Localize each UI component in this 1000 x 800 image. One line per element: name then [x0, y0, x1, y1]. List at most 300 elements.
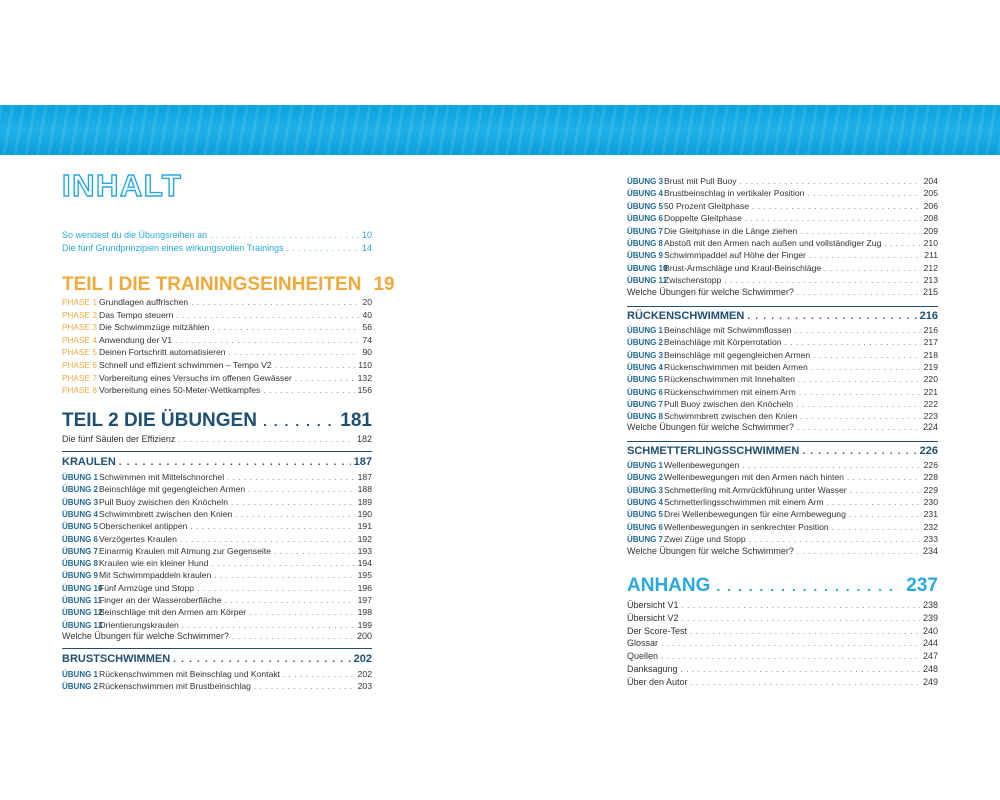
entry-page: 197 — [357, 595, 372, 605]
entry-page: 40 — [362, 309, 372, 320]
entry-page: 238 — [922, 600, 938, 610]
leader-dots — [229, 347, 360, 359]
section-title: SCHMETTERLINGSSCHWIMMEN — [627, 445, 800, 457]
toc-entry[interactable] — [62, 309, 372, 321]
entry-text: Vorbereitung eines 50-Meter-Wettkampfes — [99, 385, 261, 396]
toc-entry-kraulen-summary[interactable] — [62, 630, 372, 642]
toc-entry[interactable] — [627, 262, 938, 274]
entry-text: Welche Übungen für welche Schwimmer? — [627, 546, 794, 556]
entry-label: PHASE 7 — [62, 373, 98, 383]
toc-entry[interactable] — [627, 175, 938, 187]
toc-entry[interactable] — [62, 680, 372, 692]
entry-label: ÜBUNG 3 — [627, 485, 664, 495]
entry-text: Beinschläge mit Schwimmflossen — [664, 325, 792, 335]
leader-dots — [850, 485, 921, 497]
entry-label: ÜBUNG 9 — [627, 251, 664, 261]
entry-text: Doppelte Gleitphase — [664, 213, 742, 224]
entry-page: 244 — [922, 638, 938, 649]
leader-dots — [824, 263, 921, 275]
entry-page: 74 — [362, 334, 372, 345]
entry-label: ÜBUNG 5 — [627, 510, 664, 520]
toc-entry[interactable] — [62, 359, 372, 371]
entry-text: Schwimmbrett zwischen den Knien — [99, 508, 233, 519]
leader-dots — [175, 335, 359, 347]
toc-entry[interactable] — [62, 668, 372, 680]
entry-text: Kraulen wie ein kleiner Hund — [99, 558, 209, 569]
toc-entry[interactable] — [62, 372, 372, 384]
entry-page: 200 — [356, 631, 372, 641]
toc-entry[interactable] — [627, 471, 938, 483]
entry-text: Das Tempo steuern — [99, 309, 174, 320]
leader-dots — [690, 626, 920, 638]
entry-text: Die fünf Säulen der Effizienz — [62, 434, 176, 444]
toc-entry-saeulen[interactable] — [62, 433, 372, 445]
entry-text: Schmetterlingsschwimmen mit einem Arm — [664, 496, 824, 507]
toc-entry[interactable] — [627, 496, 938, 508]
toc-entry[interactable] — [62, 483, 372, 495]
entry-page: 198 — [357, 607, 372, 618]
section-rule — [62, 648, 372, 649]
leader-dots — [275, 360, 356, 372]
toc-entry-ruecken-summary[interactable] — [627, 421, 938, 433]
toc-entry[interactable] — [627, 398, 938, 410]
entry-page: 224 — [922, 422, 938, 432]
toc-entry[interactable] — [627, 533, 938, 545]
toc-entry[interactable] — [627, 386, 938, 398]
toc-entry[interactable] — [627, 336, 938, 348]
leader-dots — [274, 546, 355, 558]
entry-text: Verzögertes Kraulen — [99, 533, 177, 544]
entry-page: 196 — [357, 582, 372, 593]
entry-text: Brustbeinschlag in vertikaler Position — [664, 188, 805, 199]
toc-entry[interactable] — [627, 521, 938, 533]
teil1-heading[interactable] — [62, 273, 395, 297]
toc-entry[interactable] — [62, 334, 372, 346]
anhang-title: ANHANG — [627, 575, 711, 596]
entry-text: Beinschläge mit den Armen am Körper — [99, 607, 247, 618]
leader-dots — [661, 638, 920, 650]
entry-text: Rückenschwimmen mit einem Arm — [664, 386, 796, 397]
entry-label: ÜBUNG 5 — [627, 375, 664, 385]
entry-text: Schmetterling mit Armrückführung unter Wasser — [664, 484, 847, 495]
leader-dots — [796, 399, 921, 411]
entry-label: PHASE 2 — [62, 310, 98, 320]
entry-text: Oberschenkel antippen — [99, 521, 188, 532]
entry-text: Finger an der Wasseroberfläche — [99, 595, 222, 605]
toc-entry[interactable] — [62, 296, 372, 308]
entry-text: 50 Prozent Gleitphase — [664, 200, 750, 211]
entry-text: Welche Übungen für welche Schwimmer? — [627, 422, 794, 432]
entry-text: Abstoß mit den Armen nach außen und vollständiger Zug — [664, 238, 882, 248]
leader-dots — [178, 434, 354, 446]
leader-dots — [797, 422, 920, 434]
entry-label: ÜBUNG 1 — [62, 473, 99, 482]
entry-label: PHASE 1 — [62, 298, 98, 307]
entry-page: 234 — [922, 546, 938, 556]
entry-text: Orientierungskraulen — [99, 619, 179, 630]
entry-label: ÜBUNG 3 — [627, 177, 664, 186]
entry-text: Rückenschwimmen mit beiden Armen — [664, 361, 808, 372]
leader-dots — [248, 484, 354, 496]
entry-text: Einarmig Kraulen mit Atmung zur Gegenseite — [99, 545, 271, 556]
entry-label: PHASE 5 — [62, 348, 98, 358]
toc-entry[interactable] — [627, 225, 938, 237]
toc-entry-intro-1[interactable] — [62, 229, 372, 241]
entry-text: Mit Schwimmpaddeln kraulen — [99, 570, 212, 581]
leader-dots — [190, 521, 354, 533]
entry-page: 208 — [923, 213, 938, 224]
entry-page: 190 — [357, 508, 372, 519]
entry-label: ÜBUNG 2 — [627, 338, 664, 348]
entry-text: Pull Buoy zwischen den Knöcheln — [664, 398, 793, 409]
entry-page: 215 — [922, 287, 938, 297]
entry-text: Welche Übungen für welche Schwimmer? — [62, 631, 229, 641]
leader-dots — [827, 497, 921, 509]
toc-entry[interactable] — [62, 594, 372, 606]
toc-entry[interactable] — [62, 508, 372, 520]
entry-page: 248 — [922, 664, 938, 674]
leader-dots — [752, 201, 921, 213]
toc-entry[interactable] — [627, 650, 938, 662]
toc-entry[interactable] — [627, 237, 938, 249]
entry-text: Deinen Fortschritt automatisieren — [99, 347, 226, 358]
entry-page: 20 — [362, 297, 372, 307]
leader-dots — [212, 322, 359, 334]
toc-entry[interactable] — [627, 663, 938, 675]
entry-page: 213 — [923, 275, 938, 286]
leader-dots — [191, 297, 359, 309]
section-brustschwimmen[interactable] — [62, 652, 372, 666]
leader-dots — [287, 243, 359, 255]
anhang-page: 237 — [906, 575, 938, 596]
leader-dots — [798, 374, 921, 386]
toc-entry[interactable] — [62, 545, 372, 557]
entry-text: Pull Buoy zwischen den Knöcheln — [99, 496, 228, 507]
entry-page: 194 — [357, 558, 372, 569]
entry-text: Die Gleitphase in die Länge ziehen — [664, 225, 798, 236]
entry-text: Übersicht V1 — [627, 600, 679, 610]
section-kraulen[interactable] — [62, 455, 372, 469]
entry-text: Beinschläge mit gegengleichen Armen — [99, 484, 246, 495]
entry-label: ÜBUNG 1 — [62, 670, 99, 679]
section-page: 226 — [919, 445, 938, 457]
entry-page: 187 — [357, 472, 372, 482]
entry-text: Wellenbewegungen mit den Armen nach hinten — [664, 472, 844, 483]
entry-page: 199 — [357, 619, 372, 630]
entry-text: Der Score-Test — [627, 625, 688, 636]
leader-dots — [214, 570, 354, 582]
entry-label: ÜBUNG 4 — [62, 509, 99, 519]
toc-entry[interactable] — [627, 508, 938, 520]
leader-dots — [210, 230, 359, 242]
entry-label: ÜBUNG 7 — [627, 534, 664, 544]
toc-entry[interactable] — [62, 346, 372, 358]
toc-entry[interactable] — [627, 249, 938, 261]
section-title: RÜCKENSCHWIMMEN — [627, 310, 745, 322]
leader-dots — [283, 669, 355, 681]
section-rule — [62, 451, 372, 452]
toc-entry-brust-summary[interactable] — [627, 286, 938, 298]
leader-dots — [745, 213, 921, 225]
entry-text: Wellenbewegungen — [664, 460, 740, 470]
leader-dots — [173, 653, 350, 667]
entry-label: ÜBUNG 3 — [62, 497, 99, 507]
toc-entry[interactable] — [627, 274, 938, 286]
page-title: INHALT — [62, 168, 183, 203]
toc-entry[interactable] — [62, 582, 372, 594]
leader-dots — [235, 509, 354, 521]
entry-text: Beinschläge mit gegengleichen Armen — [664, 349, 811, 360]
entry-label: ÜBUNG 1 — [627, 326, 664, 335]
leader-dots — [716, 574, 900, 598]
leader-dots — [682, 613, 920, 625]
entry-page: 232 — [923, 521, 938, 532]
entry-text: Fünf Armzüge und Stopp — [99, 582, 195, 593]
entry-text: Vorbereitung eines Versuchs im offenen Gewässer — [99, 372, 292, 383]
entry-label: ÜBUNG 5 — [627, 201, 664, 211]
entry-page: 223 — [923, 411, 938, 422]
toc-entry[interactable] — [62, 384, 372, 396]
entry-label: ÜBUNG 12 — [62, 608, 103, 618]
entry-page: 216 — [923, 325, 938, 335]
leader-dots — [800, 226, 920, 238]
section-rueckenschwimmen[interactable] — [627, 309, 938, 323]
leader-dots — [197, 583, 355, 595]
leader-dots — [682, 600, 920, 612]
entry-page: 195 — [357, 570, 372, 581]
entry-page: 206 — [923, 200, 938, 211]
entry-text: Welche Übungen für welche Schwimmer? — [627, 287, 794, 297]
entry-text: Schwimmen mit Mittelschnorchel — [99, 472, 225, 482]
entry-page: 233 — [923, 533, 938, 544]
entry-label: ÜBUNG 4 — [627, 189, 664, 199]
entry-page: 204 — [923, 176, 938, 186]
leader-dots — [785, 337, 921, 349]
leader-dots — [749, 534, 921, 546]
entry-page: 90 — [362, 347, 372, 358]
teil1-title: TEIL I DIE TRAININGSEINHEITEN — [62, 274, 362, 295]
teil2-title: TEIL 2 DIE ÜBUNGEN — [62, 410, 257, 431]
leader-dots — [691, 677, 920, 689]
entry-page: 182 — [356, 434, 372, 444]
leader-dots — [813, 350, 920, 362]
entry-text: Zwischenstopp — [664, 275, 722, 286]
entry-text: Die Schwimmzüge mitzählen — [99, 322, 210, 333]
entry-text: Rückenschwimmen mit Brustbeinschlag — [99, 681, 251, 692]
entry-text: Quellen — [627, 651, 659, 662]
toc-entry[interactable] — [627, 484, 938, 496]
entry-page: 247 — [922, 651, 938, 662]
entry-page: 10 — [361, 230, 372, 240]
entry-label: ÜBUNG 6 — [627, 214, 664, 224]
leader-dots — [254, 681, 355, 693]
entry-page: 132 — [357, 372, 372, 383]
entry-page: 226 — [923, 460, 938, 470]
entry-text: Grundlagen auffrischen — [99, 297, 189, 307]
leader-dots — [224, 595, 354, 607]
entry-label: ÜBUNG 6 — [627, 387, 664, 397]
entry-label: ÜBUNG 8 — [627, 412, 664, 422]
entry-text: Anwendung der V1 — [99, 334, 173, 345]
teil2-heading[interactable] — [62, 409, 372, 433]
entry-text: Beinschläge mit Körperrotation — [664, 337, 782, 348]
entry-page: 222 — [923, 398, 938, 409]
toc-entry[interactable] — [627, 599, 938, 611]
entry-label: PHASE 3 — [62, 323, 98, 333]
entry-label: ÜBUNG 7 — [627, 226, 664, 236]
entry-label: ÜBUNG 5 — [62, 522, 99, 532]
leader-dots — [811, 362, 921, 374]
entry-label: PHASE 4 — [62, 335, 98, 345]
entry-label: ÜBUNG 8 — [627, 239, 664, 248]
entry-text: Die fünf Grundprinzipien eines wirkungsvollen Trainings — [62, 243, 284, 253]
leader-dots — [227, 472, 355, 484]
toc-entry[interactable] — [627, 612, 938, 624]
entry-text: So wendest du die Übungsreihen an — [62, 230, 208, 240]
leader-dots — [849, 509, 921, 521]
section-rule — [627, 441, 938, 442]
leader-dots — [807, 188, 920, 200]
leader-dots — [119, 456, 351, 470]
toc-entry[interactable] — [62, 496, 372, 508]
leader-dots — [797, 287, 920, 299]
anhang-heading[interactable] — [627, 574, 938, 598]
leader-dots — [847, 472, 921, 484]
toc-entry[interactable] — [627, 373, 938, 385]
entry-page: 220 — [923, 374, 938, 385]
entry-text: Danksagung — [627, 664, 678, 674]
leader-dots — [802, 445, 916, 459]
leader-dots — [232, 631, 354, 643]
entry-label: ÜBUNG 11 — [627, 276, 668, 286]
toc-entry[interactable] — [627, 676, 938, 688]
leader-dots — [263, 385, 354, 397]
toc-entry[interactable] — [627, 637, 938, 649]
entry-label: ÜBUNG 3 — [627, 350, 664, 360]
entry-page: 218 — [923, 349, 938, 360]
entry-page: 249 — [922, 676, 938, 687]
entry-label: ÜBUNG 6 — [62, 534, 99, 544]
toc-entry[interactable] — [627, 361, 938, 373]
entry-text: Wellenbewegungen in senkrechter Position — [664, 521, 829, 532]
entry-page: 230 — [923, 496, 938, 507]
entry-text: Über den Autor — [627, 676, 688, 687]
teil2-page: 181 — [340, 410, 372, 431]
leader-dots — [661, 651, 920, 663]
toc-entry[interactable] — [62, 569, 372, 581]
leader-dots — [884, 238, 920, 250]
toc-entry[interactable] — [62, 606, 372, 618]
entry-page: 202 — [357, 669, 372, 679]
entry-label: ÜBUNG 7 — [627, 399, 664, 409]
entry-label: ÜBUNG 6 — [627, 522, 664, 532]
toc-entry[interactable] — [627, 324, 938, 336]
toc-entry[interactable] — [62, 471, 372, 483]
entry-page: 189 — [357, 496, 372, 507]
entry-text: Schwimmpaddel auf Höhe der Finger — [664, 250, 806, 261]
entry-page: 203 — [357, 681, 372, 692]
entry-text: Übersicht V2 — [627, 612, 679, 623]
toc-entry[interactable] — [627, 625, 938, 637]
entry-label: ÜBUNG 11 — [62, 596, 103, 605]
entry-text: Glossar — [627, 638, 659, 649]
entry-page: 193 — [357, 545, 372, 556]
entry-label: ÜBUNG 7 — [62, 546, 99, 556]
entry-label: ÜBUNG 10 — [62, 583, 103, 593]
entry-label: ÜBUNG 13 — [62, 620, 103, 630]
leader-dots — [211, 558, 354, 570]
entry-page: 56 — [362, 322, 372, 333]
entry-label: ÜBUNG 8 — [62, 559, 99, 569]
leader-dots — [295, 373, 355, 385]
entry-label: PHASE 6 — [62, 361, 98, 370]
leader-dots — [747, 310, 916, 324]
section-title: BRUSTSCHWIMMEN — [62, 653, 171, 665]
toc-entry[interactable] — [627, 187, 938, 199]
entry-page: 212 — [923, 262, 938, 273]
toc-entry[interactable] — [62, 557, 372, 569]
entry-page: 188 — [357, 484, 372, 495]
entry-label: ÜBUNG 2 — [62, 485, 99, 495]
toc-entry[interactable] — [627, 212, 938, 224]
entry-label: ÜBUNG 4 — [627, 362, 664, 372]
teil1-page: 19 — [373, 274, 395, 295]
leader-dots — [742, 460, 920, 472]
entry-text: Rückenschwimmen mit Beinschlag und Kontakt — [99, 669, 281, 679]
entry-page: 191 — [357, 521, 372, 532]
entry-page: 219 — [923, 361, 938, 372]
leader-dots — [263, 409, 334, 433]
entry-page: 14 — [361, 243, 372, 253]
entry-page: 209 — [923, 225, 938, 236]
section-page: 187 — [353, 456, 372, 468]
entry-page: 239 — [922, 612, 938, 623]
section-rule — [627, 306, 938, 307]
entry-page: 231 — [923, 509, 938, 520]
entry-text: Brust mit Pull Buoy — [664, 176, 737, 186]
leader-dots — [797, 546, 920, 558]
leader-dots — [832, 522, 921, 534]
toc-entry[interactable] — [62, 520, 372, 532]
right-page — [500, 0, 1000, 800]
section-schmetterlingsschwimmen[interactable] — [627, 444, 938, 458]
toc-entry[interactable] — [627, 349, 938, 361]
entry-text: Schnell und effizient schwimmen – Tempo V2 — [99, 360, 272, 370]
toc-entry[interactable] — [62, 619, 372, 631]
section-page: 216 — [919, 310, 938, 322]
entry-text: Brust-Armschläge und Kraul-Beinschläge — [664, 262, 822, 273]
entry-label: ÜBUNG 10 — [627, 263, 668, 273]
leader-dots — [795, 325, 921, 337]
entry-page: 205 — [923, 188, 938, 199]
toc-entry[interactable] — [62, 321, 372, 333]
toc-entry[interactable] — [62, 533, 372, 545]
entry-text: Drei Wellenbewegungen für eine Armbewegung — [664, 509, 846, 520]
toc-entry-schmetterling-summary[interactable] — [627, 545, 938, 557]
entry-page: 229 — [923, 484, 938, 495]
entry-page: 211 — [924, 250, 938, 261]
entry-label: ÜBUNG 2 — [627, 473, 664, 483]
entry-page: 240 — [922, 625, 938, 636]
toc-entry-intro-2[interactable] — [62, 242, 372, 254]
entry-text: Schwimmbrett zwischen den Knien — [664, 411, 798, 422]
entry-page: 192 — [357, 533, 372, 544]
leader-dots — [809, 250, 921, 262]
entry-label: ÜBUNG 1 — [627, 461, 664, 470]
toc-entry[interactable] — [627, 459, 938, 471]
toc-entry[interactable] — [627, 200, 938, 212]
entry-label: ÜBUNG 4 — [627, 497, 664, 507]
